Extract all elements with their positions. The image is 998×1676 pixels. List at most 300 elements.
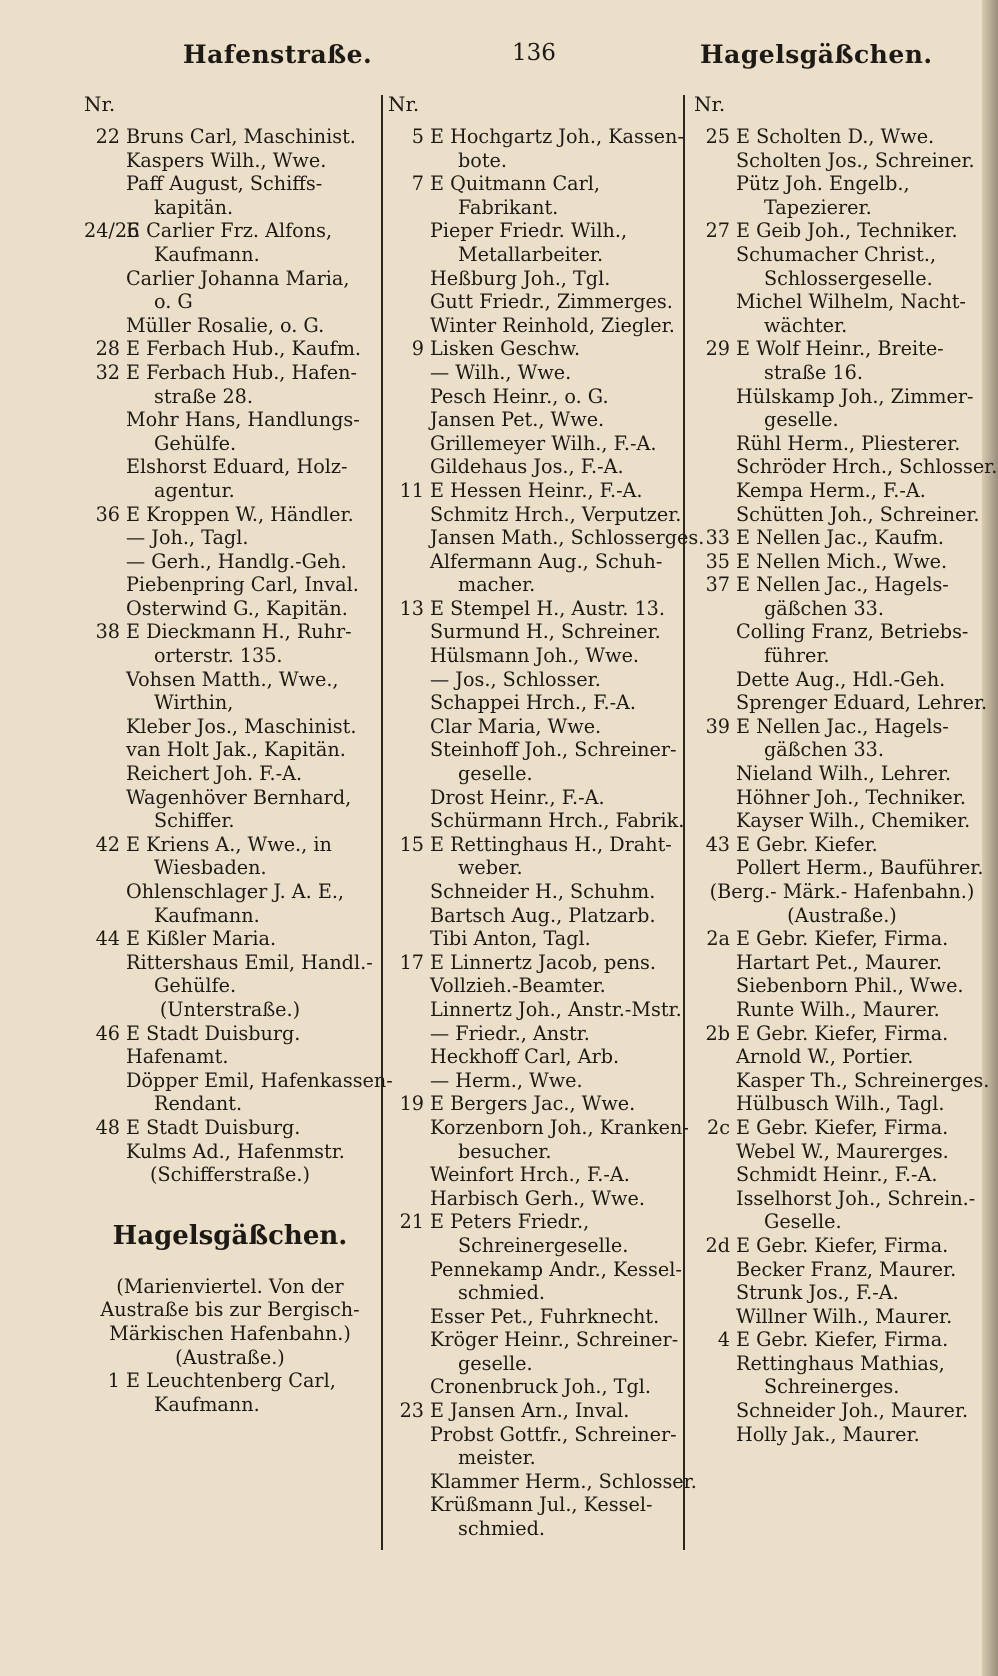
house-number: 25 (705, 125, 730, 148)
directory-entry (694, 974, 990, 998)
directory-entry (84, 1116, 376, 1140)
directory-entry (388, 904, 684, 928)
house-number: 48 (95, 1115, 120, 1139)
street-section-label: (Schifferstraße.) (150, 1163, 310, 1187)
directory-entry (388, 290, 684, 314)
entry-text: Pesch Heinr., o. G. (430, 384, 609, 408)
entry-text: E Gebr. Kiefer. (736, 832, 878, 856)
directory-entry (388, 455, 684, 479)
directory-entry (388, 1187, 684, 1211)
entry-text: Michel Wilhelm, Nacht- (736, 290, 966, 314)
entry-text: Strunk Jos., F.-A. (736, 1281, 899, 1305)
entry-text: Willner Wilh., Maurer. (736, 1304, 953, 1328)
directory-entry (84, 172, 376, 196)
directory-entry (388, 1328, 684, 1352)
entry-continuation: schmied. (458, 1517, 546, 1541)
directory-entry (388, 715, 684, 739)
entry-text: E Nellen Mich., Wwe. (736, 549, 948, 573)
entry-text: E Nellen Jac., Hagels- (736, 714, 949, 738)
house-number: 43 (705, 832, 730, 856)
entry-text: E Geib Joh., Techniker. (736, 219, 958, 243)
directory-entry (694, 1045, 990, 1069)
entry-text: — Herm., Wwe. (430, 1068, 583, 1092)
directory-entry (694, 620, 990, 644)
entry-text: E Gebr. Kiefer, Firma. (736, 1021, 949, 1045)
directory-entry (694, 385, 990, 409)
directory-entry (694, 503, 990, 527)
entry-continuation: Kaufmann. (154, 903, 260, 927)
entry-text: Drost Heinr., F.-A. (430, 785, 605, 809)
directory-entry (694, 243, 990, 267)
column-divider (381, 95, 383, 1550)
entry-text: Nieland Wilh., Lehrer. (736, 762, 952, 786)
directory-entry (694, 786, 990, 810)
entry-text: Esser Pet., Fuhrknecht. (430, 1304, 660, 1328)
directory-entry (84, 951, 376, 975)
directory-entry (84, 219, 376, 243)
entry-text: Cronenbruck Joh., Tgl. (430, 1375, 651, 1399)
directory-entry (694, 1163, 990, 1187)
entry-text: Winter Reinhold, Ziegler. (430, 313, 675, 337)
entry-text: Schneider H., Schuhm. (430, 880, 656, 903)
directory-entry (84, 786, 376, 810)
entry-text: Reichert Joh. F.-A. (126, 762, 303, 786)
directory-entry (388, 1305, 684, 1329)
entry-text: E Carlier Frz. Alfons, (126, 219, 333, 243)
entry-text: E Dieckmann H., Ruhr- (126, 620, 352, 644)
entry-continuation: führer. (764, 644, 830, 668)
entry-text: E Leuchtenberg Carl, (126, 1369, 336, 1393)
entry-text: E Stadt Duisburg. (126, 1115, 301, 1139)
directory-entry (84, 455, 376, 479)
entry-text: Kulms Ad., Hafenmstr. (126, 1139, 345, 1163)
directory-entry (694, 1092, 990, 1116)
directory-entry (694, 715, 990, 739)
entry-text: Rettinghaus Mathias, (736, 1351, 945, 1375)
directory-entry (388, 219, 684, 243)
directory-entry (84, 620, 376, 644)
house-number: 22 (95, 125, 120, 148)
directory-entry (388, 620, 684, 644)
entry-continuation: gäßchen 33. (764, 596, 884, 620)
directory-entry (84, 573, 376, 597)
entry-text: E Stempel H., Austr. 13. (430, 596, 665, 620)
directory-entry (694, 1234, 990, 1258)
directory-entry (694, 432, 990, 456)
house-number: 27 (705, 219, 730, 243)
entry-continuation: Kaufmann. (154, 1392, 260, 1416)
directory-entry (84, 715, 376, 739)
entry-text: Runte Wilh., Maurer. (736, 997, 940, 1021)
entry-continuation: straße 28. (154, 384, 253, 408)
entry-text: Schmidt Heinr., F.-A. (736, 1163, 938, 1187)
entry-text: Kayser Wilh., Chemiker. (736, 809, 971, 833)
directory-entry (84, 597, 376, 621)
entry-text: Arnold W., Portier. (736, 1045, 914, 1069)
entry-text: Siebenborn Phil., Wwe. (736, 974, 964, 998)
street-section-label: (Marienviertel. Von der (116, 1274, 344, 1298)
entry-continuation: geselle. (458, 1351, 533, 1375)
directory-entry (84, 314, 376, 338)
directory-entry (84, 927, 376, 951)
entry-text: E Wolf Heinr., Breite- (736, 337, 944, 361)
directory-entry (388, 1163, 684, 1187)
entry-continuation: Geselle. (764, 1210, 842, 1234)
entry-text: Dette Aug., Hdl.-Geh. (736, 667, 946, 691)
entry-text: Alfermann Aug., Schuh- (430, 549, 663, 573)
street-section-label: (Berg.- Märk.- Hafenbahn.) (709, 880, 975, 903)
entry-text: Surmund H., Schreiner. (430, 620, 661, 644)
entry-text: Clar Maria, Wwe. (430, 714, 602, 738)
entry-text: Isselhorst Joh., Schrein.- (736, 1186, 976, 1210)
directory-entry (694, 1352, 990, 1376)
entry-text: Hartart Pet., Maurer. (736, 950, 943, 974)
house-number: 2c (707, 1115, 730, 1139)
directory-entry (388, 385, 684, 409)
entry-text: Lisken Geschw. (430, 337, 581, 361)
directory-entry (694, 833, 990, 857)
entry-text: Müller Rosalie, o. G. (126, 313, 325, 337)
directory-entry (694, 1116, 990, 1140)
directory-entry (84, 1045, 376, 1069)
house-number: 21 (399, 1210, 424, 1234)
entry-text: Mohr Hans, Handlungs- (126, 408, 360, 432)
entry-text: Kröger Heinr., Schreiner- (430, 1328, 679, 1352)
entry-text: E Ferbach Hub., Hafen- (126, 360, 357, 384)
house-number: 44 (95, 927, 120, 951)
entry-text: Kaspers Wilh., Wwe. (126, 148, 327, 172)
entry-continuation: Kaufmann. (154, 242, 260, 266)
entry-text: E Gebr. Kiefer, Firma. (736, 1328, 949, 1352)
house-number: 23 (399, 1399, 424, 1423)
entry-continuation: kapitän. (154, 195, 234, 219)
directory-entry (84, 149, 376, 173)
directory-entry (388, 998, 684, 1022)
entry-text: E Stadt Duisburg. (126, 1021, 301, 1045)
entry-continuation: Tapezierer. (764, 195, 872, 219)
entry-text: Heßburg Joh., Tgl. (430, 266, 611, 290)
entry-text: Tibi Anton, Tagl. (430, 927, 591, 951)
directory-entry (694, 691, 990, 715)
directory-entry (388, 479, 684, 503)
directory-entry (694, 149, 990, 173)
entry-continuation: Rendant. (154, 1092, 243, 1116)
entry-text: E Gebr. Kiefer, Firma. (736, 927, 949, 951)
column-2 (388, 92, 705, 1541)
entry-text: — Friedr., Anstr. (430, 1021, 590, 1045)
directory-entry (388, 927, 684, 951)
directory-entry (694, 550, 990, 574)
entry-text: Schumacher Christ., (736, 242, 937, 266)
entry-text: Scholten Jos., Schreiner. (736, 148, 975, 172)
directory-entry (388, 1022, 684, 1046)
section-heading: Hagelsgäßchen. (112, 1220, 348, 1251)
entry-continuation: o. G (154, 290, 193, 314)
entry-text: van Holt Jak., Kapitän. (126, 738, 346, 762)
entry-text: E Scholten D., Wwe. (736, 125, 935, 148)
entry-text: Pieper Friedr. Wilh., (430, 219, 628, 243)
directory-entry (388, 1069, 684, 1093)
directory-entry (388, 1115, 689, 1140)
entry-continuation: Wirthin, (154, 691, 234, 715)
entry-text: Pütz Joh. Engelb., (736, 172, 910, 196)
entry-text: Ohlenschlager J. A. E., (126, 880, 345, 903)
entry-continuation: Metallarbeiter. (458, 242, 604, 266)
entry-text: — Joh., Tagl. (126, 526, 249, 550)
entry-continuation: agentur. (154, 478, 235, 502)
street-section-label: (Unterstraße.) (159, 997, 301, 1021)
house-number: 2a (706, 927, 730, 951)
directory-entry (84, 1022, 376, 1046)
entry-text: E Gebr. Kiefer, Firma. (736, 1115, 949, 1139)
entry-text: E Kißler Maria. (126, 927, 277, 951)
entry-text: E Peters Friedr., (430, 1210, 590, 1234)
directory-entry (84, 1068, 393, 1093)
directory-entry (694, 809, 990, 833)
directory-entry (694, 1328, 990, 1352)
directory-entry (694, 1423, 990, 1447)
house-number: 28 (95, 337, 120, 361)
directory-entry (388, 1092, 684, 1116)
house-number: 1 (107, 1369, 120, 1393)
entry-continuation: schmied. (458, 1281, 546, 1305)
entry-continuation: orterstr. 135. (154, 644, 283, 668)
directory-entry (694, 1069, 990, 1093)
entry-text: Gildehaus Jos., F.-A. (430, 455, 624, 479)
entry-text: Sprenger Eduard, Lehrer. (736, 691, 988, 715)
street-section-label: (Austraße.) (175, 1345, 285, 1369)
entry-text: E Hessen Heinr., F.-A. (430, 478, 643, 502)
house-number: 37 (705, 573, 730, 597)
directory-entry (388, 432, 684, 456)
entry-continuation: Schreinergeselle. (458, 1233, 629, 1257)
street-section-label: Austraße bis zur Bergisch- (100, 1298, 360, 1322)
entry-text: Schröder Hrch., Schlosser. (736, 455, 998, 479)
entry-text: Hülbusch Wilh., Tagl. (736, 1092, 945, 1116)
house-number: 7 (411, 172, 424, 196)
directory-entry (694, 1187, 990, 1211)
entry-text: Schütten Joh., Schreiner. (736, 502, 980, 526)
house-number: 35 (705, 549, 730, 573)
entry-text: Becker Franz, Maurer. (736, 1257, 957, 1281)
house-number: 39 (705, 714, 730, 738)
entry-text: E Rettinghaus H., Draht- (430, 832, 672, 856)
street-header-left: Hafenstraße. (183, 40, 373, 69)
directory-entry (388, 1469, 697, 1494)
house-number: 42 (95, 832, 120, 856)
directory-entry (694, 172, 990, 196)
directory-entry (388, 597, 684, 621)
entry-text: Jansen Math., Schlosserges. (430, 526, 705, 550)
house-number: 38 (95, 620, 120, 644)
directory-entry (84, 125, 376, 149)
entry-text: Osterwind G., Kapitän. (126, 596, 348, 620)
entry-text: Höhner Joh., Techniker. (736, 785, 966, 809)
entry-text: E Jansen Arn., Inval. (430, 1399, 630, 1423)
page-header (0, 40, 998, 80)
house-number: 32 (95, 360, 120, 384)
house-number: 2d (705, 1233, 730, 1257)
entry-text: Korzenborn Joh., Kranken- (430, 1115, 689, 1139)
entry-text: Schmitz Hrch., Verputzer. (430, 502, 682, 526)
entry-text: Bartsch Aug., Platzarb. (430, 903, 656, 927)
entry-text: E Linnertz Jacob, pens. (430, 950, 656, 974)
entry-text: Rittershaus Emil, Handl.- (126, 950, 373, 974)
directory-entry (84, 668, 376, 692)
directory-entry (388, 809, 684, 833)
directory-entry (84, 762, 376, 786)
directory-entry (694, 125, 990, 149)
directory-entry (694, 1140, 990, 1164)
entry-continuation: Schlossergeselle. (764, 266, 933, 290)
directory-entry (694, 455, 998, 479)
directory-entry (84, 337, 376, 361)
directory-entry (388, 337, 684, 361)
entry-text: Kempa Herm., F.-A. (736, 478, 926, 502)
directory-entry (694, 1022, 990, 1046)
directory-entry (388, 526, 705, 550)
directory-entry (694, 1399, 990, 1423)
entry-text: Rühl Herm., Pliesterer. (736, 431, 961, 455)
entry-text: E Nellen Jac., Kaufm. (736, 526, 945, 550)
house-number: 2b (705, 1021, 730, 1045)
directory-entry (388, 833, 684, 857)
entry-text: E Bergers Jac., Wwe. (430, 1092, 636, 1116)
entry-continuation: geselle. (764, 408, 839, 432)
directory-entry (388, 644, 684, 668)
directory-entry (694, 219, 990, 243)
entry-continuation: Schreinerges. (764, 1375, 900, 1399)
entry-text: Harbisch Gerh., Wwe. (430, 1186, 645, 1210)
directory-entry (84, 408, 376, 432)
entry-continuation: geselle. (458, 762, 533, 786)
directory-entry (84, 833, 376, 857)
entry-text: Hülsmann Joh., Wwe. (430, 644, 640, 668)
street-section-label: Märkischen Hafenbahn.) (109, 1321, 351, 1345)
column-3 (694, 92, 998, 1446)
directory-entry (84, 267, 376, 291)
directory-entry (84, 361, 376, 385)
entry-continuation: bote. (458, 148, 507, 172)
entry-continuation: meister. (458, 1446, 536, 1470)
directory-entry (694, 290, 990, 314)
directory-entry (388, 314, 684, 338)
entry-text: Weinfort Hrch., F.-A. (430, 1163, 630, 1187)
entry-text: Schappei Hrch., F.-A. (430, 691, 637, 715)
entry-text: Linnertz Joh., Anstr.-Mstr. (430, 997, 682, 1021)
entry-text: E Hochgartz Joh., Kassen- (430, 125, 684, 148)
entry-text: Hafenamt. (126, 1045, 229, 1069)
entry-continuation: Schiffer. (154, 809, 235, 833)
directory-entry (694, 998, 990, 1022)
house-number: 9 (411, 337, 424, 361)
entry-continuation: Gehülfe. (154, 974, 237, 998)
entry-text: Döpper Emil, Hafenkassen- (126, 1068, 393, 1092)
entry-text: Schneider Joh., Maurer. (736, 1399, 969, 1423)
directory-entry (388, 738, 684, 762)
directory-entry (694, 573, 990, 597)
entry-text: — Jos., Schlosser. (430, 667, 601, 691)
entry-text: Piebenpring Carl, Inval. (126, 573, 359, 597)
entry-text: Pennekamp Andr., Kessel- (430, 1257, 682, 1281)
entry-text: Kleber Jos., Maschinist. (126, 714, 357, 738)
entry-text: Schürmann Hrch., Fabrik. (430, 809, 685, 833)
entry-text: — Wilh., Wwe. (430, 360, 572, 384)
directory-entry (694, 1281, 990, 1305)
entry-text: Steinhoff Joh., Schreiner- (430, 738, 677, 762)
directory-entry (388, 503, 684, 527)
house-number: 29 (705, 337, 730, 361)
entry-text: E Kroppen W., Händler. (126, 502, 354, 526)
directory-entry (388, 1210, 684, 1234)
entry-text: Bruns Carl, Maschinist. (126, 125, 356, 148)
page-number: 136 (512, 40, 556, 66)
house-number: 46 (95, 1021, 120, 1045)
nr-label: Nr. (388, 92, 420, 116)
directory-entry (388, 550, 684, 574)
entry-text: Hülskamp Joh., Zimmer- (736, 384, 974, 408)
entry-text: E Ferbach Hub., Kaufm. (126, 337, 362, 361)
directory-entry (694, 526, 990, 550)
nr-label: Nr. (694, 92, 726, 116)
entry-text: Jansen Pet., Wwe. (430, 408, 605, 432)
entry-text: Colling Franz, Betriebs- (736, 620, 969, 644)
house-number: 33 (705, 526, 730, 550)
directory-entry (388, 1045, 684, 1069)
directory-entry (388, 668, 684, 692)
directory-entry (388, 691, 684, 715)
house-number: 13 (399, 596, 424, 620)
directory-entry (84, 880, 376, 904)
directory-entry (388, 786, 684, 810)
entry-continuation: Fabrikant. (458, 195, 559, 219)
entry-text: — Gerh., Handlg.-Geh. (126, 549, 347, 573)
entry-text: E Gebr. Kiefer, Firma. (736, 1233, 949, 1257)
nr-label: Nr. (84, 92, 116, 116)
entry-text: Elshorst Eduard, Holz- (126, 455, 348, 479)
house-number: 24/26 (84, 219, 140, 243)
directory-entry (694, 337, 990, 361)
entry-text: Pollert Herm., Bauführer. (736, 856, 984, 880)
house-number: 11 (399, 478, 424, 502)
directory-entry (84, 738, 376, 762)
directory-entry (694, 951, 990, 975)
directory-entry (388, 1493, 684, 1517)
entry-continuation: besucher. (458, 1139, 552, 1163)
entry-text: E Kriens A., Wwe., in (126, 832, 332, 856)
directory-entry (388, 125, 684, 149)
entry-text: E Quitmann Carl, (430, 172, 601, 196)
entry-text: Paff August, Schiffs- (126, 172, 323, 196)
entry-text: Wagenhöver Bernhard, (126, 785, 352, 809)
house-number: 19 (399, 1092, 424, 1116)
directory-entry (388, 1375, 684, 1399)
directory-entry (388, 951, 684, 975)
house-number: 36 (95, 502, 120, 526)
column-1 (84, 92, 393, 1416)
entry-continuation: straße 16. (764, 360, 863, 384)
street-section-label: (Austraße.) (787, 903, 897, 927)
directory-entry (694, 856, 990, 880)
entry-text: Carlier Johanna Maria, (126, 266, 350, 290)
entry-continuation: macher. (458, 573, 536, 597)
entry-text: Grillemeyer Wilh., F.-A. (430, 431, 657, 455)
directory-entry (388, 1399, 684, 1423)
entry-text: E Nellen Jac., Hagels- (736, 573, 949, 597)
entry-continuation: Wiesbaden. (154, 856, 267, 880)
entry-continuation: Gehülfe. (154, 431, 237, 455)
house-number: 4 (717, 1328, 730, 1352)
